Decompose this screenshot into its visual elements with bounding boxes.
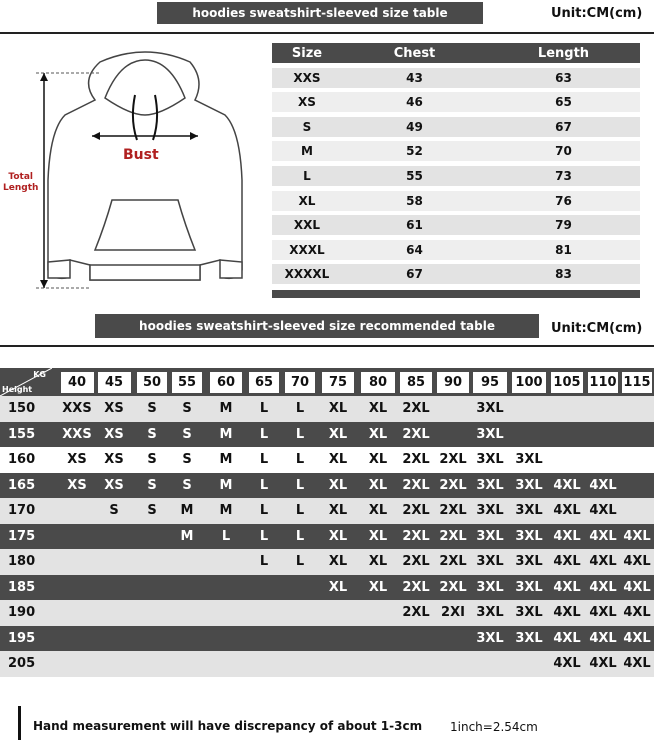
size-recommendation-cell: S — [182, 477, 192, 493]
size-recommendation-cell: 4XL — [623, 528, 651, 544]
size-recommendation-cell — [206, 575, 246, 601]
size-row — [272, 240, 640, 260]
kg-header-cell: 90 — [437, 372, 469, 393]
size-recommendation-cell — [94, 524, 134, 550]
height-row — [0, 549, 654, 575]
size-recommendation-cell: 4XL — [553, 605, 581, 621]
size-recommendation-cell: L — [259, 503, 269, 519]
height-cell: 190 — [8, 605, 36, 621]
size-recommendation-cell — [244, 626, 284, 652]
size-recommendation-cell: 4XL — [589, 477, 617, 493]
header-size: Size — [291, 45, 323, 61]
size-recommendation-cell: XS — [104, 452, 124, 468]
size-recommendation-cell: M — [219, 401, 233, 417]
size-recommendation-cell — [547, 447, 587, 473]
size-recommendation-cell: 3XL — [476, 554, 504, 570]
size-recommendation-cell: 2XL — [402, 401, 430, 417]
size-recommendation-cell: 2XL — [439, 503, 467, 519]
length-cell: 67 — [555, 119, 572, 134]
height-cell: 155 — [8, 426, 36, 442]
size-recommendation-cell: XL — [368, 452, 388, 468]
chest-cell: 43 — [406, 70, 423, 85]
size-recommendation-cell — [509, 422, 549, 448]
size-recommendation-cell — [206, 600, 246, 626]
chest-cell: 64 — [406, 242, 423, 257]
size-recommendation-cell: 3XL — [476, 426, 504, 442]
size-recommendation-cell — [318, 626, 358, 652]
size-row — [272, 215, 640, 235]
size-recommendation-cell: 4XL — [623, 656, 651, 672]
size-recommendation-cell: M — [219, 503, 233, 519]
size-recommendation-cell: 2XL — [439, 579, 467, 595]
size-cell: XXXL — [289, 242, 325, 257]
kg-header-cell: 85 — [400, 372, 432, 393]
size-row — [272, 68, 640, 88]
length-cell: 81 — [555, 242, 572, 257]
size-recommendation-cell — [318, 651, 358, 677]
size-recommendation-cell: 4XL — [553, 630, 581, 646]
size-recommendation-cell: 2XL — [402, 528, 430, 544]
chest-cell: 55 — [406, 168, 423, 183]
size-cell: L — [303, 168, 311, 183]
length-cell: 65 — [555, 95, 572, 110]
height-cell: 150 — [8, 401, 36, 417]
height-axis-label: Height — [2, 385, 33, 394]
kg-header-cell: 55 — [172, 372, 202, 393]
size-recommendation-cell: XS — [104, 477, 124, 493]
size-recommendation-cell: 4XL — [553, 528, 581, 544]
size-recommendation-cell: L — [259, 426, 269, 442]
size-recommendation-cell: 2XL — [402, 477, 430, 493]
kg-header-cell: 100 — [512, 372, 546, 393]
kg-header-cell: 65 — [249, 372, 279, 393]
size-recommendation-cell — [617, 447, 654, 473]
height-row — [0, 651, 654, 677]
size-recommendation-cell — [57, 549, 97, 575]
size-recommendation-cell: L — [259, 452, 269, 468]
size-recommendation-cell — [167, 549, 207, 575]
size-recommendation-cell: 3XL — [476, 605, 504, 621]
height-row — [0, 524, 654, 550]
size-recommendation-cell: XS — [104, 426, 124, 442]
size-recommendation-cell — [57, 651, 97, 677]
size-cell: XXXXL — [284, 267, 330, 282]
size-recommendation-cell: 3XL — [515, 605, 543, 621]
size-recommendation-cell: 3XL — [515, 554, 543, 570]
length-cell: 63 — [555, 70, 572, 85]
size-recommendation-cell: 3XL — [515, 503, 543, 519]
size-recommendation-cell: XXS — [62, 401, 92, 417]
size-recommendation-cell — [396, 626, 436, 652]
size-recommendation-cell — [132, 626, 172, 652]
size-row — [272, 166, 640, 186]
size-recommendation-cell: 2XL — [402, 579, 430, 595]
size-recommendation-cell — [167, 575, 207, 601]
divider — [0, 32, 654, 34]
measurement-note: Hand measurement will have discrepancy of about 1-3cm — [33, 719, 423, 733]
size-recommendation-cell: 4XL — [589, 503, 617, 519]
size-recommendation-cell: L — [295, 503, 305, 519]
hoodie-diagram — [0, 40, 260, 300]
size-recommendation-cell: 4XL — [589, 554, 617, 570]
size-recommendation-cell — [280, 651, 320, 677]
size-recommendation-cell — [57, 575, 97, 601]
size-recommendation-cell: XS — [104, 401, 124, 417]
size-cell: S — [302, 119, 312, 134]
size-recommendation-cell — [509, 651, 549, 677]
size-recommendation-cell — [433, 626, 473, 652]
size-cell: M — [301, 144, 313, 159]
size-cell: XXS — [293, 70, 321, 85]
size-recommendation-cell: 4XL — [589, 656, 617, 672]
height-cell: 170 — [8, 503, 36, 519]
size-recommendation-cell: 2XL — [439, 554, 467, 570]
size-recommendation-cell: 4XL — [623, 630, 651, 646]
size-recommendation-cell — [244, 651, 284, 677]
unit-label-2: Unit:CM(cm) — [551, 321, 643, 336]
size-recommendation-cell: S — [147, 503, 157, 519]
kg-header-cell: 115 — [622, 372, 652, 393]
size-recommendation-cell — [206, 651, 246, 677]
size-recommendation-cell — [280, 600, 320, 626]
size-recommendation-cell — [617, 473, 654, 499]
height-row — [0, 396, 654, 422]
height-cell: 205 — [8, 656, 36, 672]
size-recommendation-cell: 4XL — [553, 477, 581, 493]
size-recommendation-cell: L — [259, 477, 269, 493]
chest-cell: 61 — [406, 218, 423, 233]
size-recommendation-cell: XL — [328, 426, 348, 442]
size-table — [272, 43, 640, 298]
header-length: Length — [537, 45, 590, 61]
size-cell: XL — [298, 193, 316, 208]
height-cell: 185 — [8, 579, 36, 595]
size-recommendation-cell: 2XL — [439, 452, 467, 468]
size-recommendation-cell: M — [180, 528, 194, 544]
divider-2 — [0, 345, 654, 347]
size-recommendation-cell: L — [259, 528, 269, 544]
size-recommendation-cell: 3XL — [515, 528, 543, 544]
bust-label: Bust — [123, 147, 159, 163]
size-table-title: hoodies sweatshirt-sleeved size table — [157, 2, 483, 24]
size-recommendation-cell: M — [180, 503, 194, 519]
size-recommendation-cell — [280, 575, 320, 601]
kg-header-cell: 80 — [361, 372, 395, 393]
size-recommendation-cell: XL — [328, 452, 348, 468]
size-recommendation-cell: 4XL — [623, 554, 651, 570]
size-recommendation-cell — [396, 651, 436, 677]
size-recommendation-cell: 3XL — [476, 401, 504, 417]
footer-bar-marker — [18, 706, 21, 740]
height-row — [0, 498, 654, 524]
size-recommendation-cell: 2XL — [439, 477, 467, 493]
size-recommendation-cell — [206, 549, 246, 575]
size-recommendation-cell: L — [295, 477, 305, 493]
size-recommendation-cell: L — [295, 452, 305, 468]
size-recommendation-cell — [617, 396, 654, 422]
size-recommendation-cell: S — [147, 452, 157, 468]
chest-cell: 52 — [406, 144, 423, 159]
size-row — [272, 141, 640, 161]
size-recommendation-cell — [509, 396, 549, 422]
size-recommendation-cell: XL — [328, 477, 348, 493]
size-recommendation-cell: L — [221, 528, 231, 544]
size-row — [272, 264, 640, 284]
size-recommendation-cell: 3XL — [476, 528, 504, 544]
size-table-footer-bar — [272, 290, 640, 298]
length-cell: 73 — [555, 168, 572, 183]
size-recommendation-cell — [132, 524, 172, 550]
size-recommendation-cell: 2XL — [402, 554, 430, 570]
size-recommendation-cell: 2XL — [402, 503, 430, 519]
recommend-table-title: hoodies sweatshirt-sleeved size recommended table — [95, 314, 539, 338]
height-row — [0, 626, 654, 652]
size-recommendation-cell: XL — [328, 401, 348, 417]
size-recommendation-cell: S — [147, 401, 157, 417]
recommend-table — [0, 368, 654, 677]
size-recommendation-cell: XXS — [62, 426, 92, 442]
size-table-header — [272, 43, 640, 63]
height-row — [0, 422, 654, 448]
size-recommendation-cell — [280, 626, 320, 652]
size-recommendation-cell — [547, 422, 587, 448]
size-recommendation-cell: 3XL — [476, 503, 504, 519]
size-recommendation-cell — [358, 600, 398, 626]
size-recommendation-cell: XL — [328, 503, 348, 519]
size-recommendation-cell — [94, 600, 134, 626]
kg-header-cell: 60 — [210, 372, 242, 393]
size-recommendation-cell — [57, 600, 97, 626]
size-recommendation-cell: 4XL — [623, 605, 651, 621]
chest-cell: 58 — [406, 193, 423, 208]
height-cell: 160 — [8, 452, 36, 468]
size-recommendation-cell: XL — [368, 477, 388, 493]
size-recommendation-cell: L — [259, 401, 269, 417]
kg-axis-label: KG — [33, 370, 46, 379]
size-recommendation-cell: 3XL — [476, 630, 504, 646]
chest-cell: 49 — [406, 119, 423, 134]
size-recommendation-cell: L — [295, 426, 305, 442]
size-recommendation-cell — [94, 626, 134, 652]
size-recommendation-cell — [132, 651, 172, 677]
size-recommendation-cell — [358, 626, 398, 652]
height-row — [0, 600, 654, 626]
kg-header-cell: 110 — [588, 372, 618, 393]
size-recommendation-cell: XL — [368, 503, 388, 519]
kg-header-cell: 95 — [473, 372, 507, 393]
kg-header-cell: 70 — [285, 372, 315, 393]
size-recommendation-cell — [132, 549, 172, 575]
size-recommendation-cell — [358, 651, 398, 677]
kg-header-cell: 40 — [61, 372, 94, 393]
size-recommendation-cell — [94, 651, 134, 677]
size-recommendation-cell — [244, 575, 284, 601]
size-recommendation-cell — [244, 600, 284, 626]
size-recommendation-cell: 4XL — [623, 579, 651, 595]
size-recommendation-cell: XL — [328, 579, 348, 595]
size-recommendation-cell: 2XL — [402, 426, 430, 442]
size-recommendation-cell — [167, 626, 207, 652]
size-recommendation-cell: L — [259, 554, 269, 570]
size-recommendation-cell: M — [219, 452, 233, 468]
height-cell: 165 — [8, 477, 36, 493]
inch-conversion: 1inch=2.54cm — [450, 720, 538, 734]
size-recommendation-cell: 2XL — [402, 452, 430, 468]
length-cell: 83 — [555, 267, 572, 282]
unit-label: Unit:CM(cm) — [551, 6, 643, 21]
length-cell: 70 — [555, 144, 572, 159]
size-recommendation-cell — [94, 549, 134, 575]
total-length-label: Total Length — [3, 172, 39, 193]
size-recommendation-cell: XL — [368, 579, 388, 595]
size-recommendation-cell: L — [295, 554, 305, 570]
height-cell: 195 — [8, 630, 36, 646]
size-recommendation-cell: M — [219, 426, 233, 442]
size-recommendation-cell: XL — [368, 528, 388, 544]
size-recommendation-cell — [57, 524, 97, 550]
size-recommendation-cell: XL — [368, 554, 388, 570]
size-recommendation-cell — [132, 600, 172, 626]
size-cell: XS — [298, 95, 316, 110]
size-recommendation-cell: 3XL — [476, 579, 504, 595]
height-row — [0, 473, 654, 499]
size-recommendation-cell: S — [147, 477, 157, 493]
size-recommendation-cell: S — [182, 452, 192, 468]
size-recommendation-cell — [57, 626, 97, 652]
size-recommendation-cell: 3XL — [515, 452, 543, 468]
header-chest: Chest — [393, 45, 436, 61]
recommend-table-header — [0, 368, 654, 396]
size-recommendation-cell: 2XI — [441, 605, 465, 621]
kg-header-cell: 105 — [551, 372, 583, 393]
size-recommendation-cell — [617, 422, 654, 448]
size-recommendation-cell: S — [182, 401, 192, 417]
size-recommendation-cell: M — [219, 477, 233, 493]
kg-header-cell: 75 — [322, 372, 354, 393]
size-recommendation-cell: 2XL — [439, 528, 467, 544]
size-row — [272, 191, 640, 211]
size-recommendation-cell: S — [182, 426, 192, 442]
height-row — [0, 447, 654, 473]
size-recommendation-cell: L — [295, 401, 305, 417]
size-recommendation-cell: XL — [368, 401, 388, 417]
length-cell: 76 — [555, 193, 572, 208]
size-recommendation-cell: 4XL — [589, 605, 617, 621]
size-recommendation-cell — [433, 651, 473, 677]
size-recommendation-cell: 4XL — [553, 656, 581, 672]
size-recommendation-cell — [167, 600, 207, 626]
height-row — [0, 575, 654, 601]
size-recommendation-cell: 3XL — [515, 630, 543, 646]
chest-cell: 67 — [406, 267, 423, 282]
length-cell: 79 — [555, 218, 572, 233]
size-recommendation-cell: 4XL — [553, 503, 581, 519]
size-recommendation-cell — [132, 575, 172, 601]
size-row — [272, 117, 640, 137]
size-recommendation-cell: XS — [67, 452, 87, 468]
size-row — [272, 92, 640, 112]
size-recommendation-cell: 4XL — [589, 579, 617, 595]
size-recommendation-cell — [470, 651, 510, 677]
height-cell: 180 — [8, 554, 36, 570]
size-cell: XXL — [293, 218, 321, 233]
size-recommendation-cell: 2XL — [402, 605, 430, 621]
size-recommendation-cell: 3XL — [476, 452, 504, 468]
size-recommendation-cell: XL — [368, 426, 388, 442]
kg-header-cell: 50 — [137, 372, 167, 393]
kg-header-cell: 45 — [98, 372, 131, 393]
size-recommendation-cell — [94, 575, 134, 601]
size-recommendation-cell: XL — [328, 554, 348, 570]
size-recommendation-cell: XS — [67, 477, 87, 493]
size-recommendation-cell: S — [147, 426, 157, 442]
size-recommendation-cell — [206, 626, 246, 652]
size-recommendation-cell: 4XL — [589, 528, 617, 544]
size-recommendation-cell — [617, 498, 654, 524]
size-recommendation-cell — [433, 422, 473, 448]
size-recommendation-cell: 4XL — [589, 630, 617, 646]
chest-cell: 46 — [406, 95, 423, 110]
size-recommendation-cell: 3XL — [515, 579, 543, 595]
size-recommendation-cell: 3XL — [515, 477, 543, 493]
size-recommendation-cell: 4XL — [553, 579, 581, 595]
size-recommendation-cell — [167, 651, 207, 677]
size-recommendation-cell: 4XL — [553, 554, 581, 570]
size-recommendation-cell — [433, 396, 473, 422]
height-cell: 175 — [8, 528, 36, 544]
size-recommendation-cell: XL — [328, 528, 348, 544]
size-recommendation-cell: L — [295, 528, 305, 544]
size-recommendation-cell — [57, 498, 97, 524]
corner-cell — [0, 368, 52, 396]
size-recommendation-cell: S — [109, 503, 119, 519]
size-recommendation-cell — [318, 600, 358, 626]
size-recommendation-cell: 3XL — [476, 477, 504, 493]
size-recommendation-cell — [547, 396, 587, 422]
